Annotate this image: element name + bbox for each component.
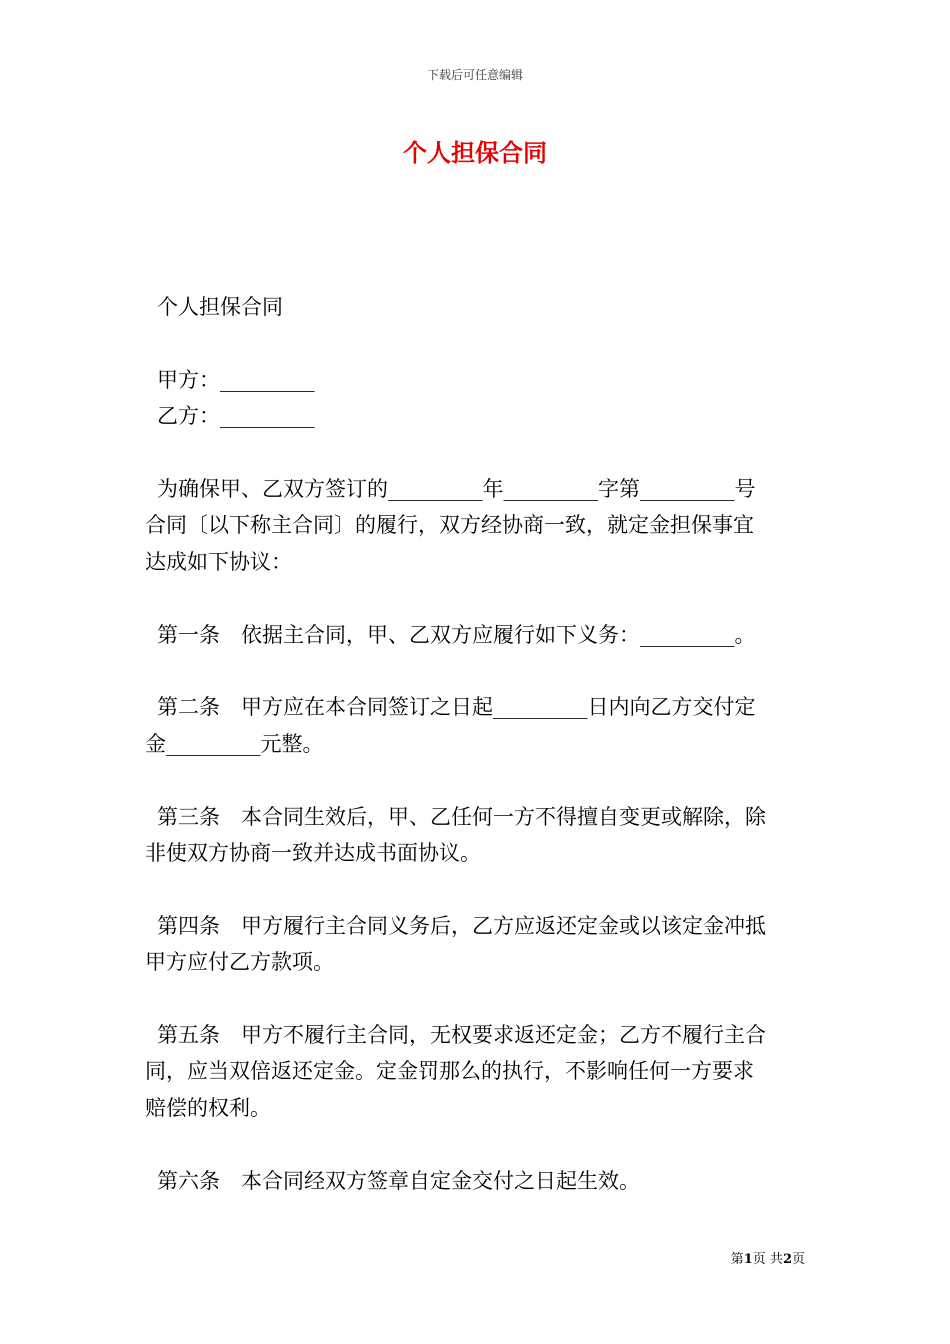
article-4-line-2: 甲方应付乙方款项。	[145, 950, 334, 974]
party-b-line: 乙方：_________	[157, 404, 315, 428]
article-4-line-1: 第四条 甲方履行主合同义务后，乙方应返还定金或以该定金冲抵	[157, 914, 766, 938]
page-suffix: 页	[791, 1252, 805, 1267]
document-title: 个人担保合同	[403, 138, 547, 167]
page-number	[731, 1248, 805, 1267]
article-5-line-1: 第五条 甲方不履行主合同，无权要求返还定金；乙方不履行主合	[157, 1023, 766, 1047]
subtitle: 个人担保合同	[157, 295, 283, 319]
total-pages: 2	[782, 1252, 792, 1267]
intro-line-1: 为确保甲、乙双方签订的_________年_________字第_________号	[157, 477, 756, 501]
article-1-line-1: 第一条 依据主合同，甲、乙双方应履行如下义务：_________。	[157, 623, 756, 647]
article-5-line-2: 同，应当双倍返还定金。定金罚那么的执行，不影响任何一方要求	[145, 1059, 754, 1083]
intro-line-3: 达成如下协议：	[145, 550, 292, 574]
article-3-line-2: 非使双方协商一致并达成书面协议。	[145, 841, 481, 865]
article-2-line-1: 第二条 甲方应在本合同签订之日起_________日内向乙方交付定	[157, 695, 756, 719]
page-prefix: 第	[730, 1252, 744, 1267]
page-middle: 页 共	[752, 1252, 783, 1267]
article-2-line-2: 金_________元整。	[145, 732, 324, 756]
header-note: 下载后可任意编辑	[426, 68, 523, 82]
article-3-line-1: 第三条 本合同生效后，甲、乙任何一方不得擅自变更或解除，除	[157, 805, 766, 829]
article-5-line-3: 赔偿的权利。	[145, 1096, 271, 1120]
current-page: 1	[743, 1252, 753, 1267]
party-a-line: 甲方：_________	[157, 368, 315, 392]
intro-line-2: 合同〔以下称主合同〕的履行，双方经协商一致，就定金担保事宜	[145, 513, 754, 537]
article-6-line-1: 第六条 本合同经双方签章自定金交付之日起生效。	[157, 1169, 640, 1193]
